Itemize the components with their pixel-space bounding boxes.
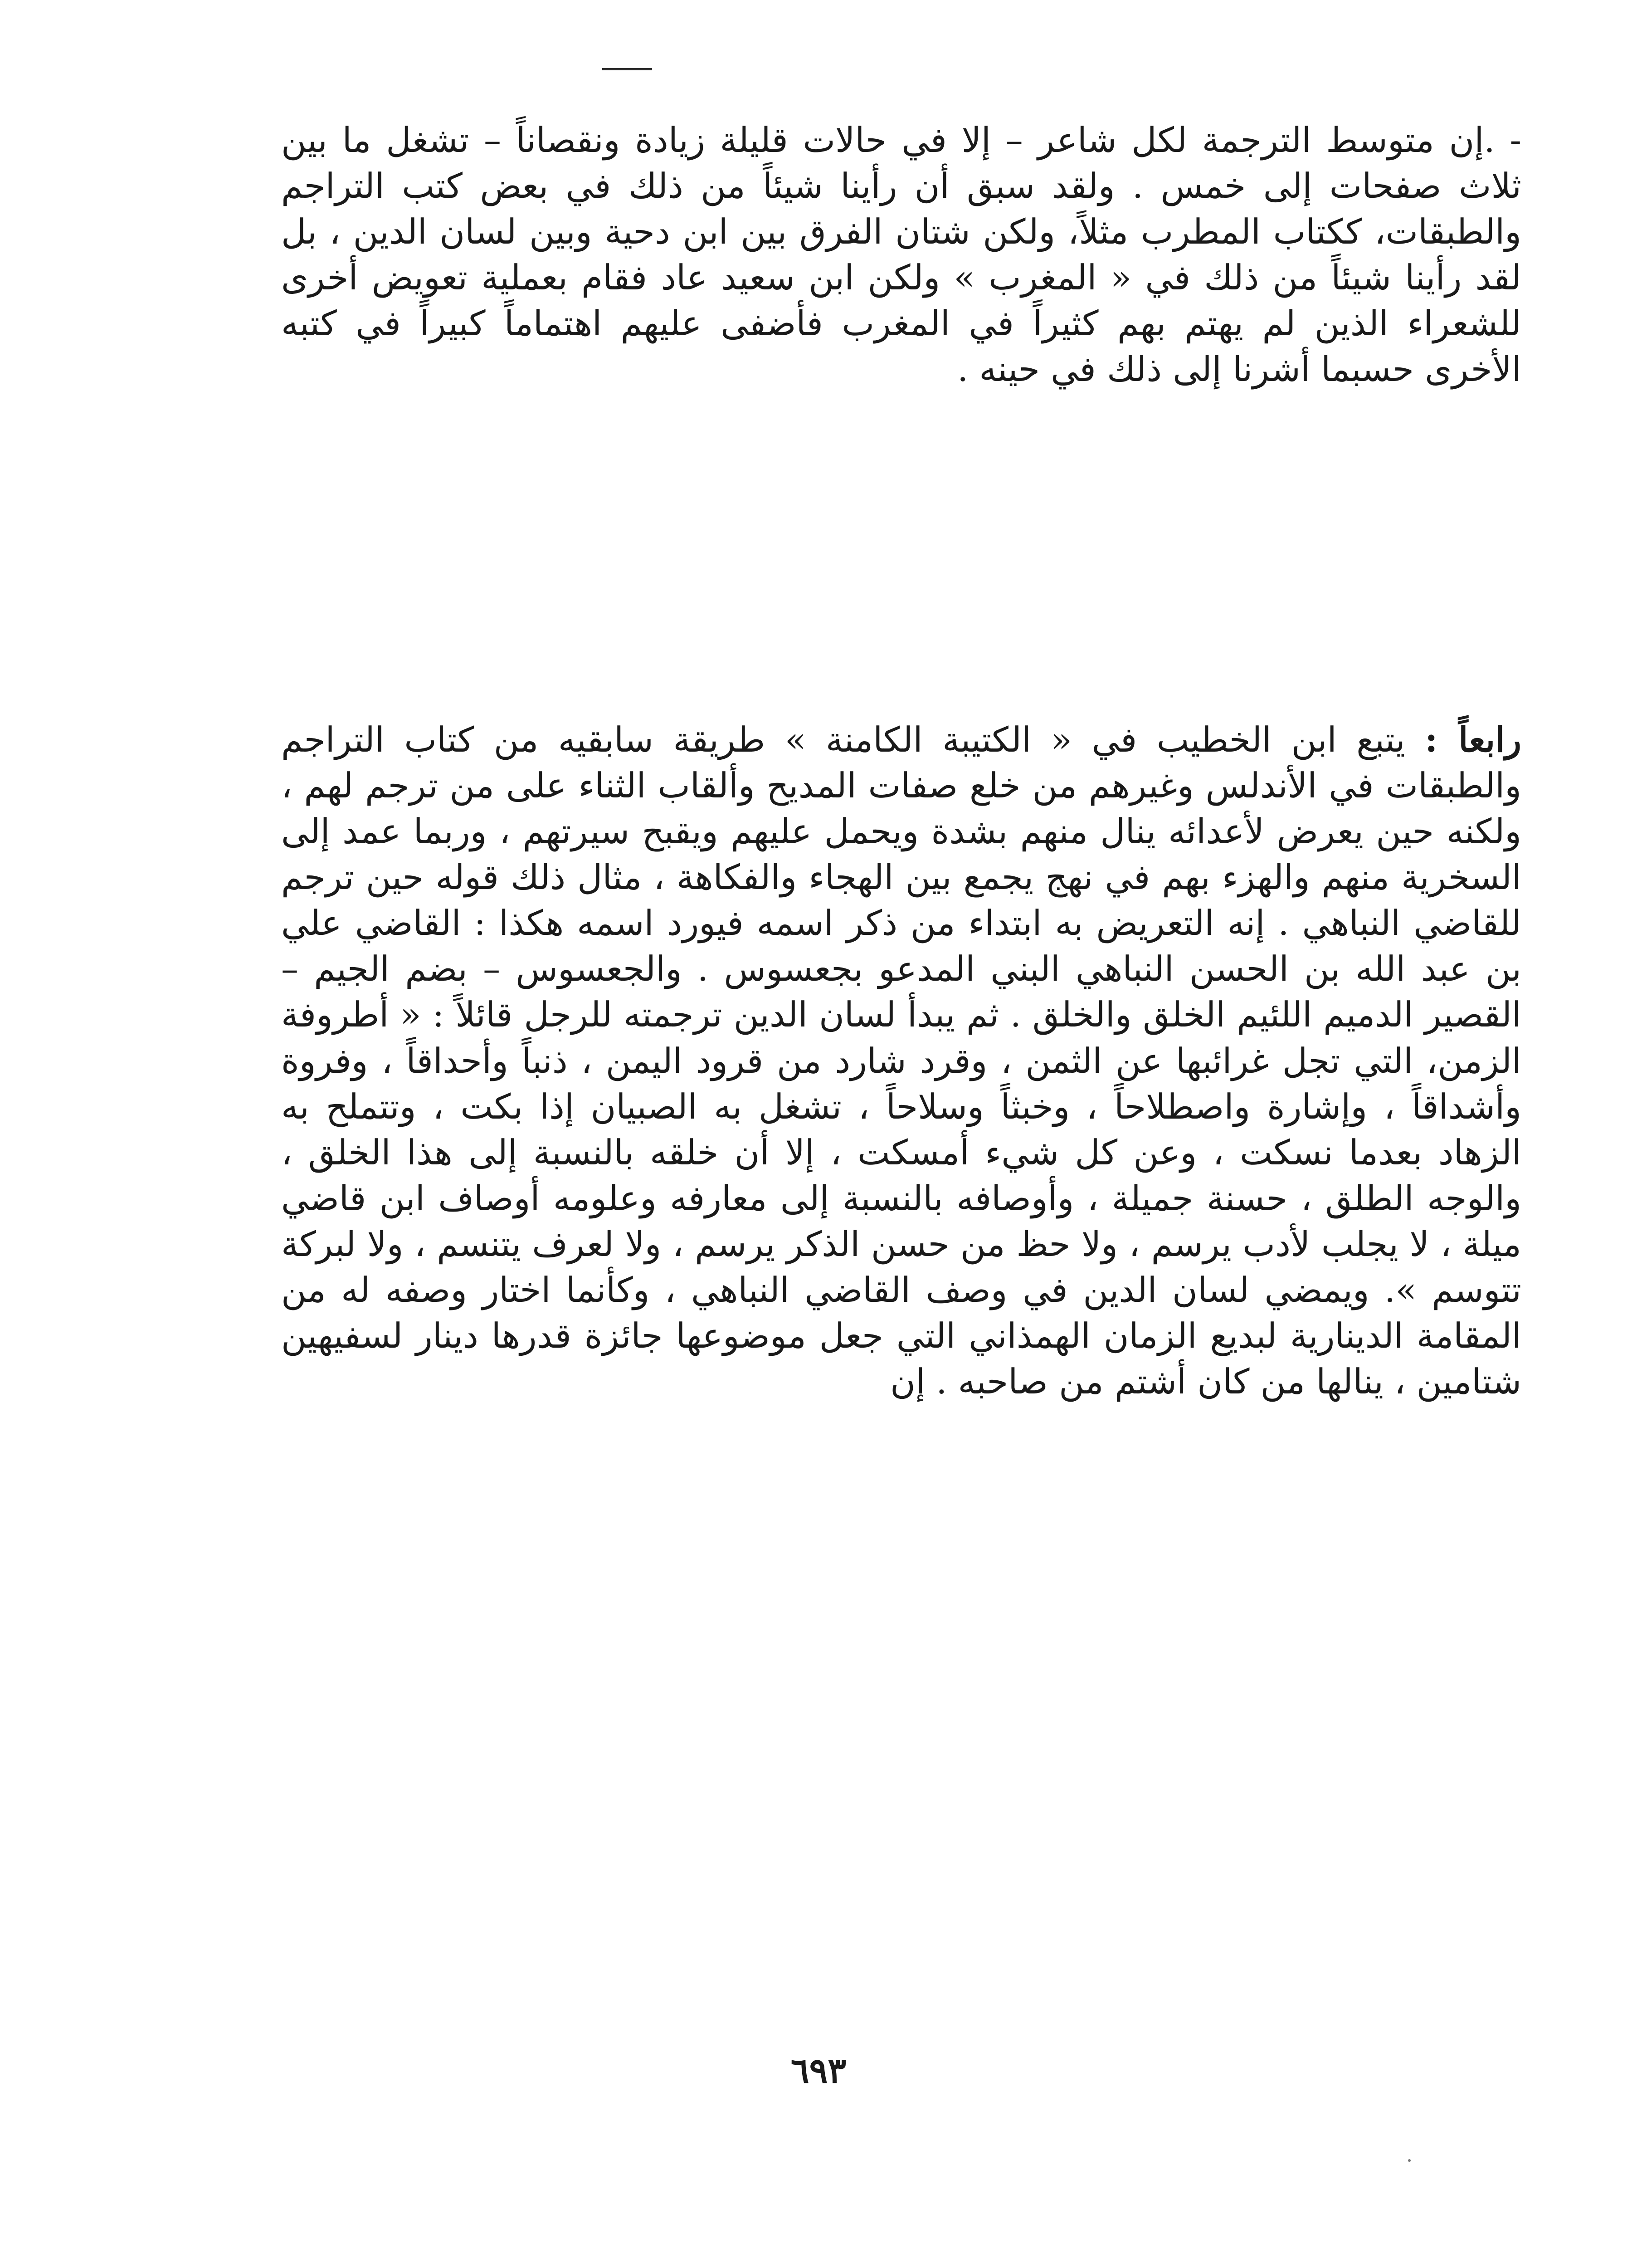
top-margin-mark [602,68,652,70]
paragraph-2-container [281,717,1521,1404]
paragraph-2 [281,717,1521,1404]
paragraph-1-container [281,117,1521,392]
page-speck [1408,2159,1411,2162]
page-number: ٦٩٣ [790,2050,847,2091]
paragraph-2-body: يتبع ابن الخطيب في « الكتيبة الكامنة » طريقة سابقيه من كتاب التراجم والطبقات في الأندلس وغيرهم من خلع صفات المديح وألقاب الثناء على من ترجم لهم ، ولكنه حين يعرض لأعدائه ينال منهم بشدة ويحمل عليهم ويقبح سيرتهم ، وربما عمد إلى السخرية منهم والهزء بهم في نهج يجمع بين الهجاء والفكاهة ، مثال ذلك قوله حين ترجم للقاضي النباهي . إنه التعريض به ابتداء من ذكر اسمه فيورد اسمه هكذا : القاضي علي بن عبد الله بن الحسن النباهي البني المدعو بجعسوس . والجعسوس – بضم الجيم – القصير الدميم اللئيم الخلق والخلق . ثم يبدأ لسان الدين ترجمته للرجل قائلاً : « أطروفة الزمن، التي تجل غرائبها عن الثمن ، وقرد شارد من قرود اليمن ، ذنباً وأحداقاً ، وفروة وأشداقاً ، وإشارة واصطلاحاً ، وخبثاً وسلاحاً ، تشغل به الصبيان إذا بكت ، وتتملح به الزهاد بعدما نسكت ، وعن كل شيء أمسكت ، إلا أن خلقه بالنسبة إلى هذا الخلق ، والوجه الطلق ، حسنة جميلة ، وأوصافه بالنسبة إلى معارفه وعلومه أوصاف ابن قاضي ميلة ، لا يجلب لأدب يرسم ، ولا حظ من حسن الذكر يرسم ، ولا لعرف يتنسم ، ولا لبركة تتوسم ». ويمضي لسان الدين في وصف القاضي النباهي ، وكأنما اختار وصفه له من المقامة الدينارية لبديع الزمان الهمذاني التي جعل موضوعها جائزة قدرها دينار لسفيهين شتامين ، ينالها من كان أشتم من صاحبه . إن [281,719,1521,1402]
paragraph-2-lead: رابعاً : [1425,719,1521,760]
paragraph-1: - .إن متوسط الترجمة لكل شاعر – إلا في حالات قليلة زيادة ونقصاناً – تشغل ما بين ثلاث صفحات إلى خمس . ولقد سبق أن رأينا شيئاً من ذلك في بعض كتب التراجم والطبقات، ككتاب المطرب مثلاً، ولكن شتان الفرق بين ابن دحية وبين لسان الدين ، بل لقد رأينا شيئاً من ذلك في « المغرب » ولكن ابن سعيد عاد فقام بعملية تعويض أخرى للشعراء الذين لم يهتم بهم كثيراً في المغرب فأضفى عليهم اهتماماً كبيراً في كتبه الأخرى حسبما أشرنا إلى ذلك في حينه . [281,120,1521,390]
